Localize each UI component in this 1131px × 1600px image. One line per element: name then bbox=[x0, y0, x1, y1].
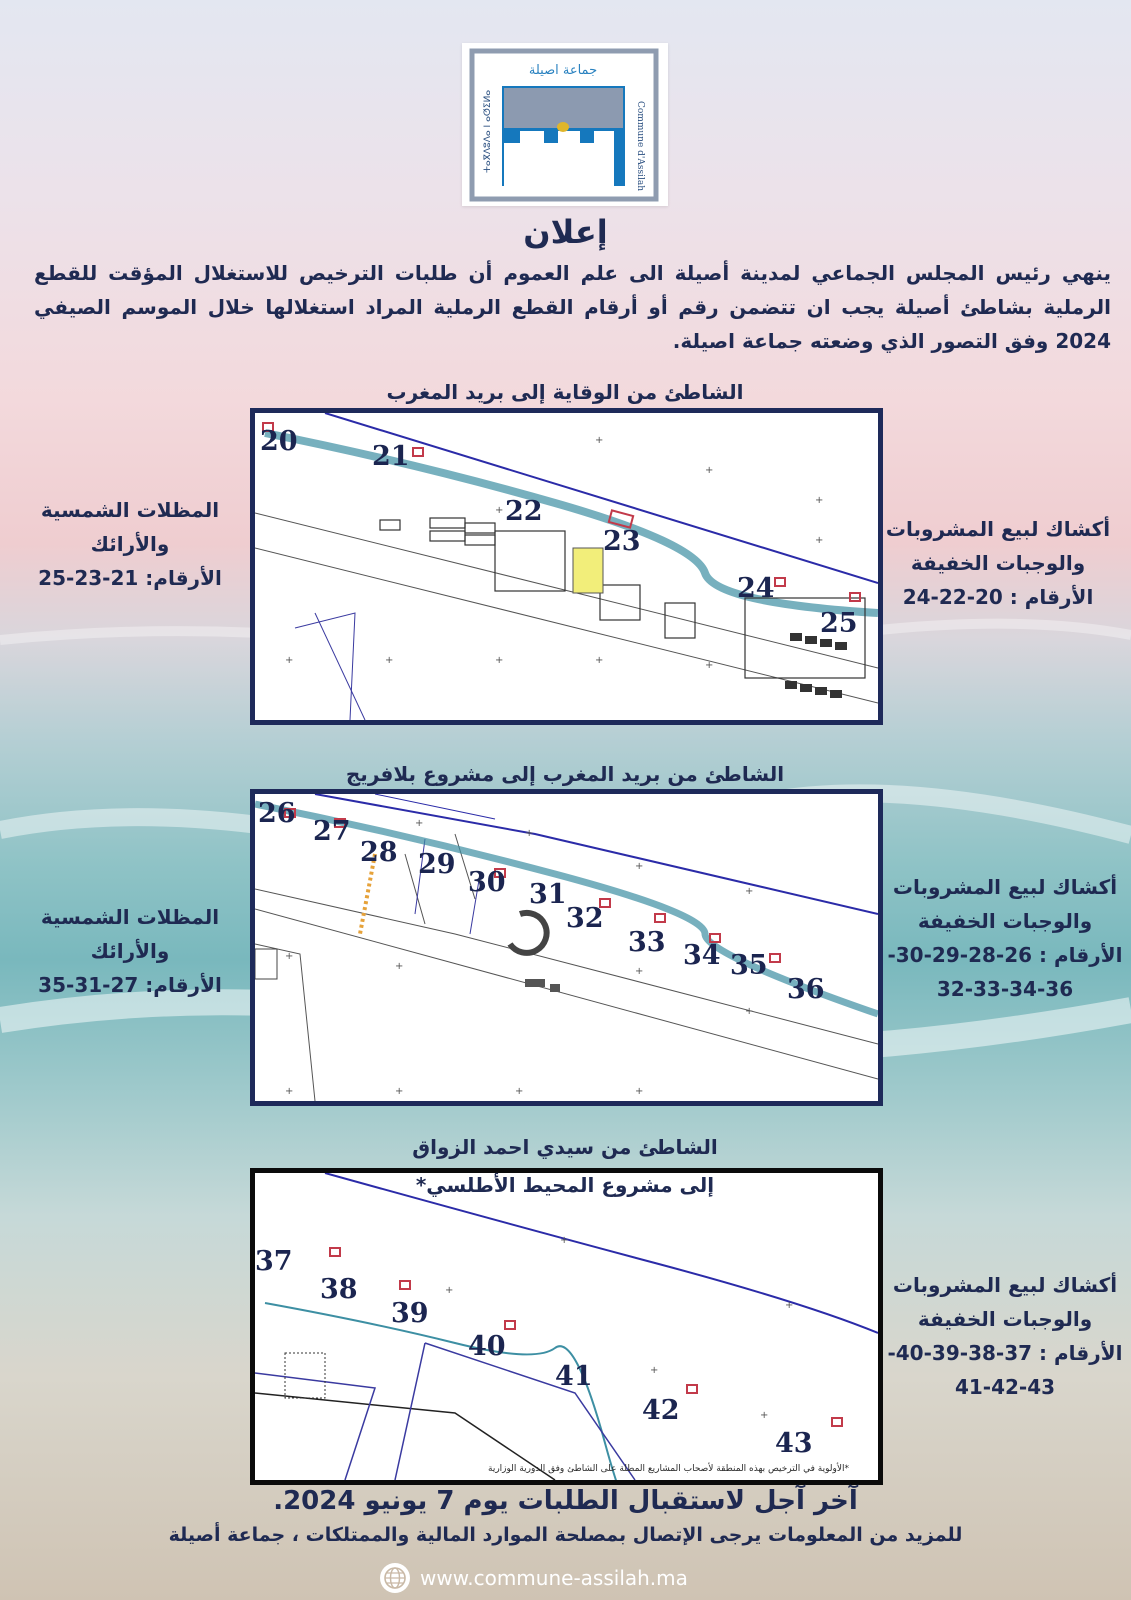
plot-number: 30 bbox=[468, 867, 506, 898]
svg-text:+: + bbox=[650, 1365, 659, 1376]
svg-text:+: + bbox=[395, 1086, 404, 1097]
deadline-text: آخر آجل لاستقبال الطلبات يوم 7 يونيو 2024. bbox=[273, 1486, 858, 1516]
umbrellas-label: المظلات الشمسية bbox=[40, 498, 220, 522]
plot-number: 32 bbox=[566, 903, 604, 934]
svg-text:+: + bbox=[760, 1410, 769, 1421]
svg-text:+: + bbox=[415, 818, 424, 829]
svg-text:+: + bbox=[285, 1086, 294, 1097]
svg-text:+: + bbox=[525, 828, 534, 839]
section2-map bbox=[250, 789, 883, 1106]
plot-number: 25 bbox=[820, 608, 858, 639]
kiosks-numbers: الأرقام : 37-38-39-40- bbox=[887, 1341, 1123, 1365]
plot-number: 29 bbox=[418, 849, 456, 880]
priority-note: *الأولوية في الترخيص بهذه المنطقة لأصحاب المشاريع المطلة على الشاطئ وفق الدورية الوزارية bbox=[488, 1464, 849, 1474]
plot-number: 22 bbox=[505, 496, 543, 527]
svg-text:+: + bbox=[445, 1285, 454, 1296]
kiosks-numbers-2: 32-33-34-36 bbox=[936, 977, 1074, 1001]
logo-amazigh-name: ⵜⴰⴳⴷⵓⴷⴰ ⵏ ⴰⵚⵉⵍⴰ bbox=[483, 89, 493, 173]
svg-text:+: + bbox=[595, 435, 604, 446]
commune-logo bbox=[462, 43, 668, 206]
section1-map bbox=[250, 408, 883, 725]
globe-icon bbox=[380, 1563, 410, 1593]
intro-paragraph: ينهي رئيس المجلس الجماعي لمدينة أصيلة الى علم العموم أن طلبات الترخيص للاستغلال المؤقت للقطع الرملية بشاطئ أصيلة يجب ان تتضمن رقم أو أرقام القطع الرملية المراد استغلالها خلال الموسم الصيفي 2024 وفق التصور الذي وضعته جماعة اصيلة. bbox=[34, 261, 1111, 353]
svg-text:+: + bbox=[635, 861, 644, 872]
kiosks-numbers: الأرقام : 26-28-29-30- bbox=[887, 943, 1123, 967]
plot-number: 34 bbox=[683, 940, 721, 971]
section3-map bbox=[250, 1168, 883, 1485]
website-url[interactable]: www.commune-assilah.ma bbox=[420, 1566, 688, 1590]
svg-text:+: + bbox=[495, 505, 504, 516]
kiosks-label: أكشاك لبيع المشروبات bbox=[892, 1273, 1118, 1297]
logo-french-name: Commune d'Assilah bbox=[635, 101, 645, 192]
contact-text: للمزيد من المعلومات يرجى الإتصال بمصلحة الموارد المالية والممتلكات ، جماعة أصيلة bbox=[168, 1524, 963, 1546]
section1-kiosks-info bbox=[878, 512, 1118, 614]
plot-number: 20 bbox=[260, 426, 298, 457]
plot-number: 26 bbox=[258, 798, 296, 829]
plot-number: 43 bbox=[775, 1428, 813, 1459]
umbrellas-label: المظلات الشمسية bbox=[40, 905, 220, 929]
kiosks-label-2: والوجبات الخفيفة bbox=[917, 1307, 1093, 1331]
plot-number: 37 bbox=[255, 1246, 293, 1277]
svg-text:+: + bbox=[635, 1086, 644, 1097]
svg-text:+: + bbox=[285, 951, 294, 962]
section3-kiosks-info bbox=[880, 1268, 1130, 1404]
umbrellas-label-2: والأرائك bbox=[90, 939, 170, 963]
svg-text:+: + bbox=[595, 655, 604, 666]
plot-number: 21 bbox=[372, 441, 410, 472]
kiosks-numbers: الأرقام : 20-22-24 bbox=[902, 585, 1094, 609]
plot-number: 33 bbox=[628, 927, 666, 958]
kiosks-label-2: والوجبات الخفيفة bbox=[917, 909, 1093, 933]
svg-text:+: + bbox=[385, 655, 394, 666]
umbrellas-numbers: الأرقام: 27-31-35 bbox=[38, 973, 222, 997]
section3-title-line2: إلى مشروع المحيط الأطلسي* bbox=[415, 1173, 715, 1197]
section1-title: الشاطئ من الوقاية إلى بريد المغرب bbox=[386, 380, 744, 404]
section2-umbrellas-info bbox=[20, 900, 240, 1002]
svg-text:+: + bbox=[395, 961, 404, 972]
section1-umbrellas-info bbox=[20, 493, 240, 595]
svg-text:+: + bbox=[815, 535, 824, 546]
plot-number: 24 bbox=[737, 573, 775, 604]
plot-number: 27 bbox=[313, 816, 351, 847]
svg-text:+: + bbox=[705, 465, 714, 476]
kiosks-label-2: والوجبات الخفيفة bbox=[910, 551, 1086, 575]
svg-text:+: + bbox=[705, 660, 714, 671]
plot-number: 31 bbox=[529, 879, 567, 910]
plot-number: 36 bbox=[787, 974, 825, 1005]
svg-text:+: + bbox=[495, 655, 504, 666]
svg-text:+: + bbox=[785, 1300, 794, 1311]
svg-text:+: + bbox=[635, 966, 644, 977]
svg-text:+: + bbox=[745, 886, 754, 897]
kiosks-numbers-2: 41-42-43 bbox=[954, 1375, 1056, 1399]
plot-number: 41 bbox=[555, 1361, 593, 1392]
plot-number: 28 bbox=[360, 837, 398, 868]
plot-number: 38 bbox=[320, 1274, 358, 1305]
umbrellas-numbers: الأرقام: 21-23-25 bbox=[38, 566, 222, 590]
kiosks-label: أكشاك لبيع المشروبات bbox=[885, 517, 1111, 541]
svg-text:+: + bbox=[285, 655, 294, 666]
section3-title: الشاطئ من سيدي احمد الزواق bbox=[412, 1135, 718, 1159]
section2-title: الشاطئ من بريد المغرب إلى مشروع بلافريج bbox=[345, 762, 785, 786]
website-link[interactable] bbox=[380, 1562, 688, 1594]
plot-number: 35 bbox=[730, 950, 768, 981]
svg-text:+: + bbox=[515, 1086, 524, 1097]
plot-number: 42 bbox=[642, 1395, 680, 1426]
plot-number: 23 bbox=[603, 526, 641, 557]
umbrellas-label-2: والأرائك bbox=[90, 532, 170, 556]
svg-text:+: + bbox=[815, 495, 824, 506]
logo-arabic-name: جماعة اصيلة bbox=[528, 63, 598, 78]
plot-number: 40 bbox=[468, 1331, 506, 1362]
svg-text:+: + bbox=[745, 1006, 754, 1017]
section2-kiosks-info bbox=[880, 870, 1130, 1006]
page-title: إعلان bbox=[523, 213, 608, 251]
kiosks-label: أكشاك لبيع المشروبات bbox=[892, 875, 1118, 899]
plot-number: 39 bbox=[391, 1298, 429, 1329]
svg-text:+: + bbox=[560, 1235, 569, 1246]
